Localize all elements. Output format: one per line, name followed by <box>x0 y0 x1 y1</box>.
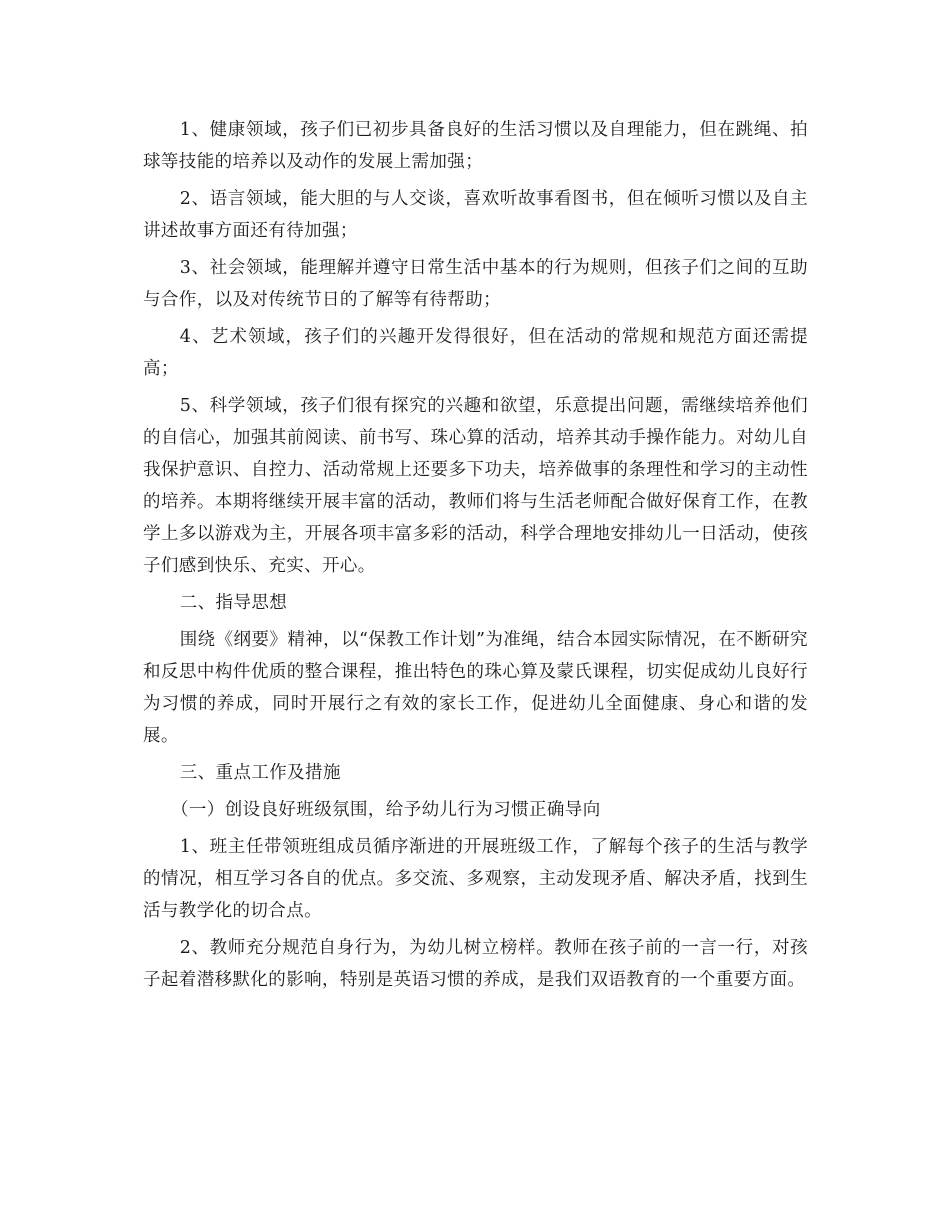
paragraph-class-teacher: 1、班主任带领班组成员循序渐进的开展班级工作，了解每个孩子的生活与教学的情况，相互学习各自的优点。多交流、多观察，主动发现矛盾、解决矛盾，找到生活与教学化的切合点。 <box>143 837 808 921</box>
paragraph-guiding-thought: 围绕《纲要》精神，以“保教工作计划”为准绳，结合本园实际情况，在不断研究和反思中构件优质的整合课程，推出特色的珠心算及蒙氏课程，切实促成幼儿良好行为习惯的养成，同时开展行之有效的家长工作，促进幼儿全面健康、身心和谐的发展。 <box>143 630 808 746</box>
section-heading-guiding-thought: 二、指导思想 <box>179 593 288 613</box>
document-body <box>143 114 808 1001</box>
subsection-heading-class-atmosphere: （一）创设良好班级氛围，给予幼儿行为习惯正确导向 <box>171 800 601 820</box>
paragraph-science: 5、科学领域，孩子们很有探究的兴趣和欲望，乐意提出问题，需继续培养他们的自信心，加强其前阅读、前书写、珠心算的活动，培养其动手操作能力。对幼儿自我保护意识、自控力、活动常规上还要多下功夫，培养做事的条理性和学习的主动性的培养。本期将继续开展丰富的活动，教师们将与生活老师配合做好保育工作，在教学上多以游戏为主，开展各项丰富多彩的活动，科学合理地安排幼儿一日活动，使孩子们感到快乐、充实、开心。 <box>143 396 808 576</box>
paragraph-health: 1、健康领域，孩子们已初步具备良好的生活习惯以及自理能力，但在跳绳、拍球等技能的培养以及动作的发展上需加强； <box>143 120 808 172</box>
section-heading-key-work: 三、重点工作及措施 <box>179 763 341 783</box>
paragraph-social: 3、社会领域，能理解并遵守日常生活中基本的行为规则，但孩子们之间的互助与合作，以及对传统节日的了解等有待帮助； <box>143 258 808 310</box>
paragraph-art: 4、艺术领域，孩子们的兴趣开发得很好，但在活动的常规和规范方面还需提高； <box>143 327 808 379</box>
paragraph-teacher-behavior: 2、教师充分规范自身行为，为幼儿树立榜样。教师在孩子前的一言一行，对孩子起着潜移默化的影响，特别是英语习惯的养成，是我们双语教育的一个重要方面。 <box>143 938 808 990</box>
paragraph-language: 2、语言领域，能大胆的与人交谈，喜欢听故事看图书，但在倾听习惯以及自主讲述故事方面还有待加强； <box>143 189 808 241</box>
